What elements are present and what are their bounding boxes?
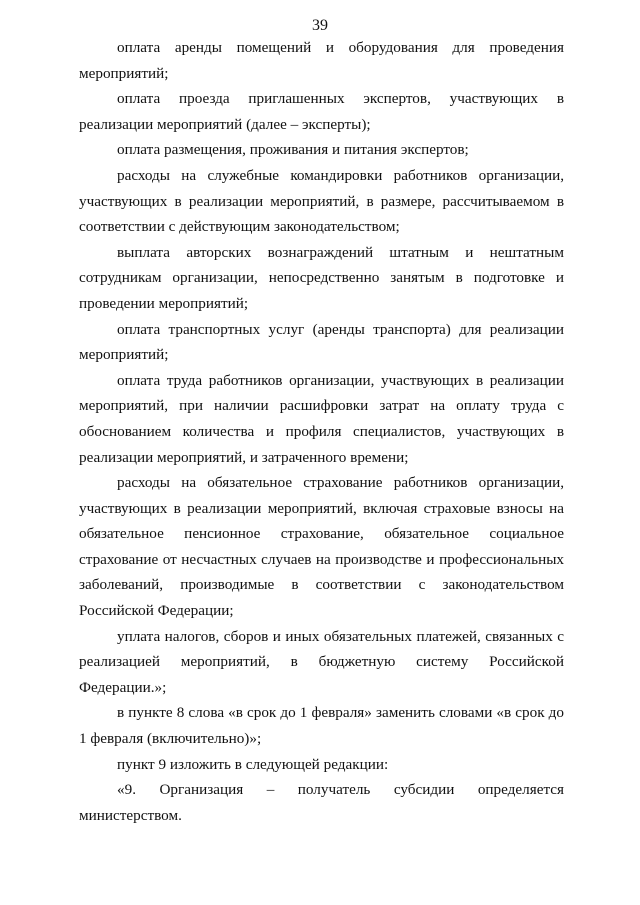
page-number: 39 <box>312 17 328 34</box>
paragraph-expert-accommodation: оплата размещения, проживания и питания экспертов; <box>117 141 469 159</box>
paragraph-expert-travel: оплата проезда приглашенных экспертов, участвующих в реализации мероприятий (далее – эксперты); <box>79 90 564 133</box>
paragraph-rent-costs: оплата аренды помещений и оборудования для проведения мероприятий; <box>79 39 564 82</box>
paragraph-taxes: уплата налогов, сборов и иных обязательных платежей, связанных с реализацией мероприятий, в бюджетную систему Российской Федерации.»; <box>79 627 564 696</box>
paragraph-labor-costs: оплата труда работников организации, участвующих в реализации мероприятий, при наличии расшифровки затрат на оплату труда с обоснованием количества и профиля специалистов, участвующих в реализации мероприятий, и затраченного времени; <box>79 371 564 466</box>
paragraph-business-trips: расходы на служебные командировки работников организации, участвующих в реализации мероприятий, в размере, рассчитываемом в соответствии с действующим законодательством; <box>79 166 564 236</box>
paragraph-insurance: расходы на обязательное страхование работников организации, участвующих в реализации мероприятий, включая страховые взносы на обязательное пенсионное страхование, обязательное социальное страхование от несчастных случаев на производстве и профессиональных заболеваний, производимые в соответствии с законодательством Российской Федерации; <box>79 474 564 620</box>
paragraph-transport-services: оплата транспортных услуг (аренды транспорта) для реализации мероприятий; <box>79 320 564 364</box>
paragraph-author-fees: выплата авторских вознаграждений штатным и нештатным сотрудникам организации, непосредственно занятым в подготовке и проведении мероприятий; <box>79 243 564 312</box>
paragraph-item-8-amendment: в пункте 8 слова «в срок до 1 февраля» заменить словами «в срок до 1 февраля (включительно)»; <box>79 704 564 748</box>
document-body <box>79 35 564 828</box>
paragraph-item-9-text: «9. Организация – получатель субсидии определяется министерством. <box>79 781 564 824</box>
paragraph-item-9-intro: пункт 9 изложить в следующей редакции: <box>117 755 389 773</box>
